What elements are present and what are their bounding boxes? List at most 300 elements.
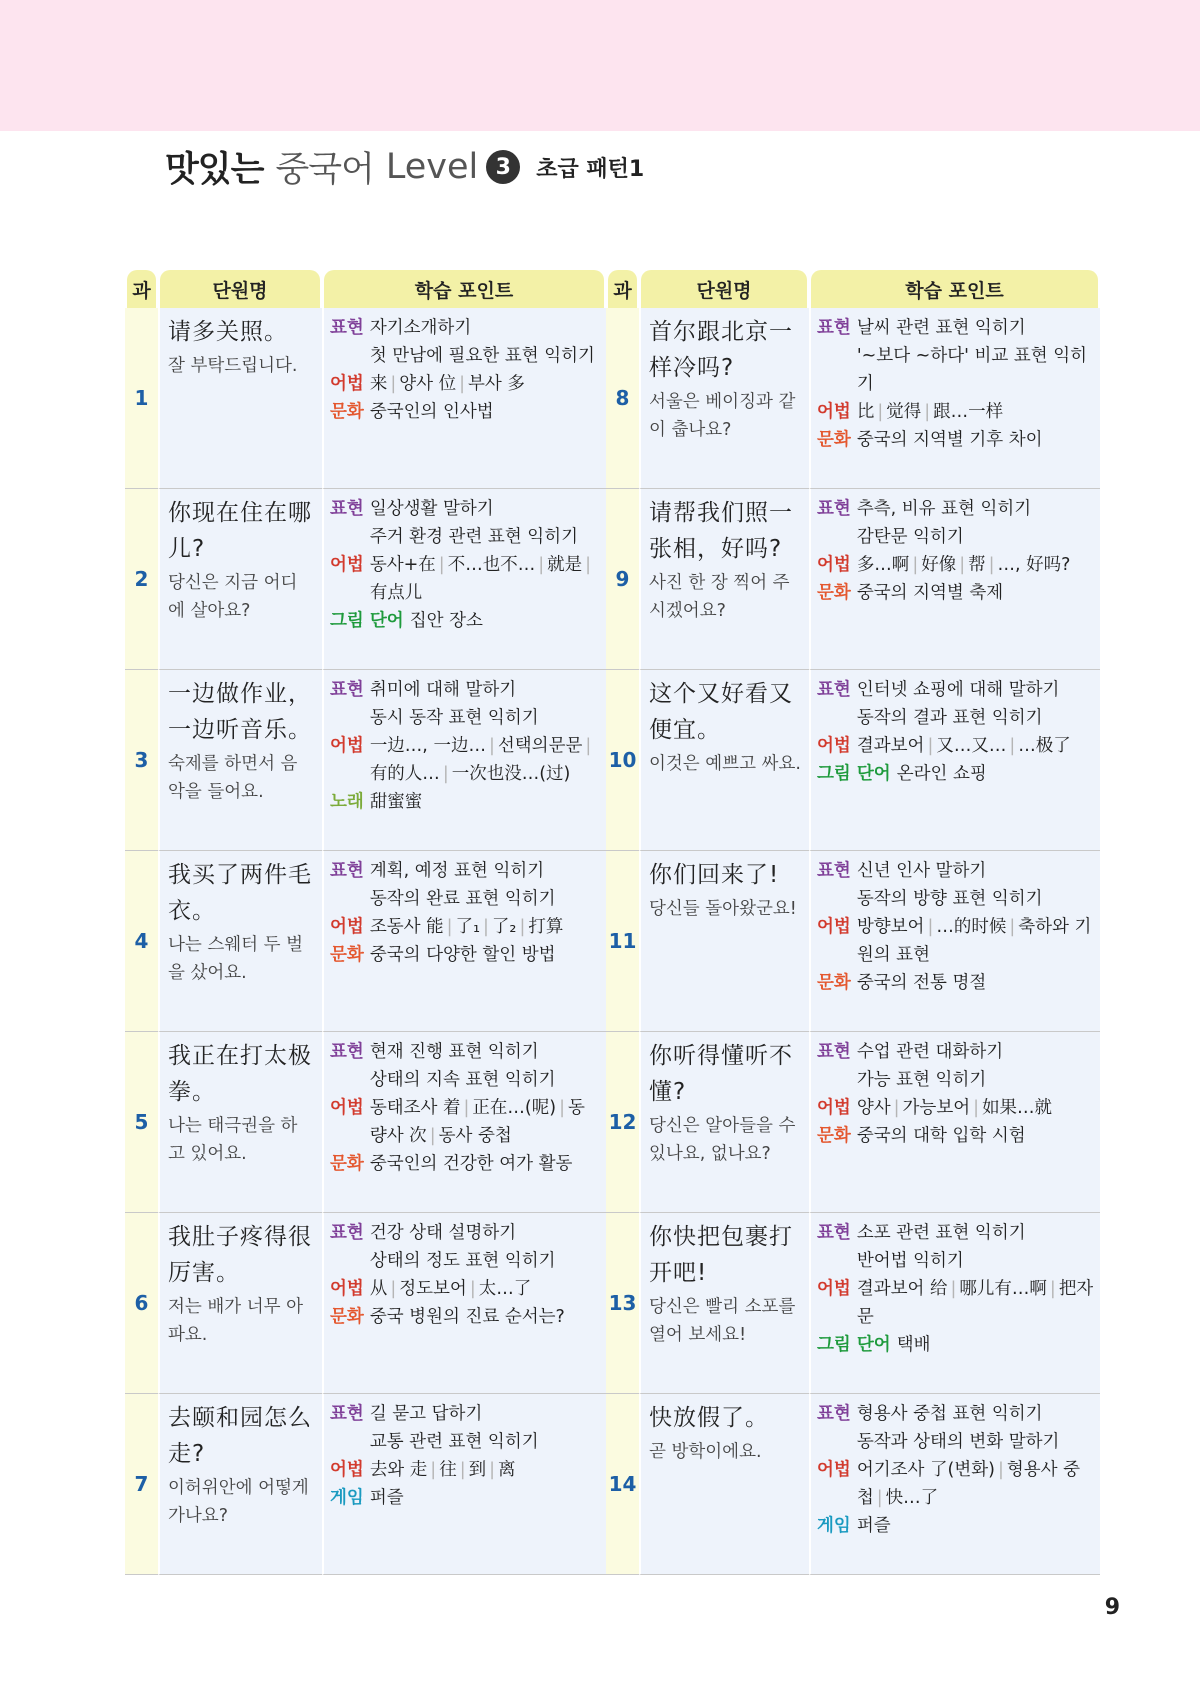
point-line: 신년 인사 말하기: [856, 861, 987, 881]
point-label: 그림 단어: [817, 764, 891, 784]
point-line: 길 묻고 답하기: [369, 1404, 483, 1424]
separator: |: [988, 555, 995, 575]
point-label: 어법: [330, 736, 364, 756]
learning-point: [330, 676, 600, 732]
learning-point: [330, 1038, 600, 1094]
point-label: 어법: [817, 1460, 851, 1480]
point-label: 표현: [817, 1042, 851, 1062]
separator: |: [585, 555, 592, 575]
separator: |: [1049, 1279, 1056, 1299]
separator: |: [390, 1279, 397, 1299]
lesson-title-korean: 이허위안에 어떻게 가나요?: [168, 1478, 309, 1526]
point-text: [857, 1400, 1094, 1456]
point-line: 상태의 지속 표현 익히기: [369, 1070, 556, 1090]
point-label: 문화: [817, 1126, 851, 1146]
point-label: 표현: [817, 680, 851, 700]
separator: |: [927, 736, 934, 756]
point-label: 어법: [330, 555, 364, 575]
point-label: 표현: [330, 680, 364, 700]
lesson-title-korean: 당신들 돌아왔군요!: [649, 899, 797, 919]
point-text: [897, 1331, 1094, 1359]
point-text: [857, 1456, 1094, 1512]
learning-point: [817, 760, 1094, 788]
separator: |: [950, 1279, 957, 1299]
learning-point: [817, 1331, 1094, 1359]
point-line: 동작의 결과 표현 익히기: [856, 708, 1043, 728]
point-line: 수업 관련 대화하기: [856, 1042, 1004, 1062]
separator: |: [538, 555, 545, 575]
point-text: [857, 1094, 1094, 1122]
level-number-badge: 3: [486, 150, 520, 184]
point-label: 표현: [817, 318, 851, 338]
learning-point: [817, 426, 1094, 454]
point-line: '~보다 ~하다' 비교 표현 익히기: [856, 346, 1088, 394]
learning-points-cell: [322, 489, 606, 670]
point-line: 比 | 觉得 | 跟…一样: [856, 402, 1004, 422]
point-line: 동작의 완료 표현 익히기: [369, 889, 556, 909]
lesson-title-korean: 숙제를 하면서 음악을 들어요.: [168, 754, 298, 802]
point-line: 从 | 정도보어 | 太…了: [369, 1279, 532, 1299]
learning-points-cell: [809, 1394, 1100, 1575]
point-text: [857, 676, 1094, 732]
lesson-title-cell: [639, 851, 809, 1032]
lesson-title-korean: 이것은 예쁘고 싸요.: [649, 754, 801, 774]
learning-point: [330, 1400, 600, 1456]
point-line: 건강 상태 설명하기: [369, 1223, 517, 1243]
lesson-title-cell: [158, 670, 322, 851]
learning-point: [817, 495, 1094, 551]
point-line: 소포 관련 표현 익히기: [856, 1223, 1026, 1243]
point-line: 중국 병원의 진료 순서는?: [369, 1307, 565, 1327]
point-text: [857, 551, 1094, 579]
learning-points-cell: [322, 308, 606, 489]
lesson-title-cell: [158, 1032, 322, 1213]
col-header-points-right: 학습 포인트: [811, 270, 1098, 308]
point-label: 어법: [330, 374, 364, 394]
learning-points-cell: [809, 308, 1100, 489]
point-text: [370, 941, 600, 969]
point-label: 문화: [817, 973, 851, 993]
point-text: [370, 1400, 600, 1456]
brand-bold: 맛있는: [165, 150, 264, 190]
point-label: 표현: [330, 1223, 364, 1243]
lesson-title-cell: [639, 1032, 809, 1213]
separator: |: [459, 1460, 466, 1480]
lesson-title-chinese: 请多关照。: [168, 319, 288, 345]
separator: |: [893, 1098, 900, 1118]
lesson-title-korean: 당신은 알아들을 수 있나요, 없나요?: [649, 1116, 796, 1164]
point-label: 어법: [330, 1098, 364, 1118]
point-label: 표현: [817, 1223, 851, 1243]
separator: |: [877, 402, 884, 422]
point-label: 표현: [330, 318, 364, 338]
learning-points-cell: [809, 1032, 1100, 1213]
point-label: 문화: [330, 945, 364, 965]
point-text: [857, 1038, 1094, 1094]
learning-point: [817, 1122, 1094, 1150]
separator: |: [463, 1098, 470, 1118]
point-text: [857, 1122, 1094, 1150]
col-header-unit-right: 단원명: [641, 270, 807, 308]
point-line: 중국의 전통 명절: [856, 973, 987, 993]
point-text: [370, 1484, 600, 1512]
point-label: 표현: [330, 1404, 364, 1424]
point-line: 조동사 能 | 了₁ | 了₂ | 打算: [369, 917, 564, 937]
lesson-number: 2: [125, 489, 158, 670]
learning-point: [330, 1275, 600, 1303]
learning-points-cell: [809, 670, 1100, 851]
learning-point: [330, 607, 600, 635]
lesson-number: 12: [606, 1032, 639, 1213]
lesson-title-cell: [158, 851, 322, 1032]
point-text: [370, 1150, 600, 1178]
point-line: 중국인의 인사법: [369, 402, 494, 422]
point-label: 어법: [817, 917, 851, 937]
lesson-title-chinese: 我买了两件毛衣。: [168, 862, 312, 924]
point-line: 동작의 방향 표현 익히기: [856, 889, 1043, 909]
learning-point: [817, 314, 1094, 398]
point-label: 표현: [817, 1404, 851, 1424]
learning-point: [330, 495, 600, 551]
point-label: 표현: [330, 1042, 364, 1062]
point-text: [370, 398, 600, 426]
lesson-title-chinese: 你现在住在哪儿?: [168, 500, 312, 562]
point-line: 집안 장소: [409, 611, 483, 631]
separator: |: [912, 555, 919, 575]
learning-point: [330, 551, 600, 607]
brand-light: 중국어: [275, 150, 374, 190]
point-label: 어법: [817, 1098, 851, 1118]
lesson-number: 11: [606, 851, 639, 1032]
learning-point: [330, 314, 600, 370]
point-line: 반어법 익히기: [856, 1251, 964, 1271]
point-line: 택배: [896, 1335, 931, 1355]
point-text: [857, 495, 1094, 551]
learning-point: [330, 370, 600, 398]
lesson-number: 13: [606, 1213, 639, 1394]
separator: |: [488, 736, 495, 756]
point-text: [370, 1219, 600, 1275]
point-text: [370, 1303, 600, 1331]
separator: |: [442, 764, 449, 784]
point-text: [370, 551, 600, 607]
lesson-title-cell: [158, 1394, 322, 1575]
separator: |: [559, 1098, 565, 1118]
learning-point: [330, 1219, 600, 1275]
lesson-number: 1: [125, 308, 158, 489]
learning-points-cell: [322, 670, 606, 851]
point-line: 동작과 상태의 변화 말하기: [856, 1432, 1060, 1452]
learning-point: [817, 1219, 1094, 1275]
learning-point: [330, 732, 600, 788]
lesson-title-chinese: 这个又好看又便宜。: [649, 681, 793, 743]
book-title: [165, 142, 644, 192]
lesson-number: 3: [125, 670, 158, 851]
point-line: 방향보어 | …的时候 | 축하와 기원의 표현: [856, 917, 1092, 965]
learning-point: [817, 1038, 1094, 1094]
col-header-lesson-right: 과: [608, 270, 637, 308]
point-label: 문화: [817, 430, 851, 450]
lesson-title-chinese: 快放假了。: [649, 1405, 769, 1431]
learning-point: [817, 1275, 1094, 1331]
separator: |: [927, 917, 934, 937]
point-line: 퍼즐: [369, 1488, 404, 1508]
lesson-title-korean: 사진 한 장 찍어 주시겠어요?: [649, 573, 790, 621]
lesson-title-cell: [639, 1394, 809, 1575]
curriculum-table: [125, 270, 1100, 1576]
separator: |: [997, 1460, 1004, 1480]
point-text: [410, 607, 600, 635]
point-text: [370, 676, 600, 732]
learning-point: [330, 941, 600, 969]
point-line: 중국의 대학 입학 시험: [856, 1126, 1026, 1146]
point-label: 어법: [817, 402, 851, 422]
point-line: 온라인 쇼핑: [896, 764, 987, 784]
lesson-title-korean: 당신은 빨리 소포를 열어 보세요!: [649, 1297, 796, 1345]
point-line: 중국의 지역별 기후 차이: [856, 430, 1043, 450]
point-line: 중국의 다양한 할인 방법: [369, 945, 556, 965]
lesson-number: 6: [125, 1213, 158, 1394]
point-line: 一边…, 一边… | 선택의문문 |有的人… | 一次也没…(过): [369, 736, 592, 784]
point-text: [370, 1275, 600, 1303]
learning-point: [817, 1512, 1094, 1540]
point-text: [370, 732, 600, 788]
lesson-title-cell: [639, 489, 809, 670]
point-label: 그림 단어: [330, 611, 404, 631]
point-line: 去와 走 | 往 | 到 | 离: [369, 1460, 516, 1480]
point-text: [857, 969, 1094, 997]
point-label: 문화: [330, 402, 364, 422]
lesson-title-korean: 나는 스웨터 두 벌을 샀어요.: [168, 935, 304, 983]
point-text: [857, 1219, 1094, 1275]
learning-point: [330, 1456, 600, 1484]
lesson-number: 14: [606, 1394, 639, 1575]
lesson-title-cell: [158, 489, 322, 670]
point-text: [370, 314, 600, 370]
point-text: [370, 495, 600, 551]
lesson-title-cell: [639, 670, 809, 851]
separator: |: [1009, 917, 1016, 937]
point-label: 문화: [330, 1154, 364, 1174]
separator: |: [469, 1279, 476, 1299]
point-line: 자기소개하기: [369, 318, 472, 338]
learning-points-cell: [809, 1213, 1100, 1394]
learning-point: [330, 398, 600, 426]
lesson-title-cell: [639, 1213, 809, 1394]
separator: |: [483, 917, 489, 937]
point-line: 감탄문 익히기: [856, 527, 964, 547]
learning-point: [817, 579, 1094, 607]
point-line: 퍼즐: [856, 1516, 891, 1536]
point-line: 동태조사 着 | 正在…(呢) | 동량사 次 | 동사 중첩: [369, 1098, 585, 1146]
point-text: [857, 857, 1094, 913]
learning-point: [817, 676, 1094, 732]
subtitle: 초급 패턴1: [536, 156, 645, 182]
point-line: 동사+在 | 不…也不… | 就是 |有点儿: [369, 555, 592, 603]
lesson-title-chinese: 我肚子疼得很厉害。: [168, 1224, 312, 1286]
learning-points-cell: [809, 851, 1100, 1032]
point-line: 날씨 관련 표현 익히기: [856, 318, 1026, 338]
learning-point: [330, 1150, 600, 1178]
learning-point: [330, 913, 600, 941]
level-word: Level: [385, 147, 479, 187]
learning-points-cell: [322, 1213, 606, 1394]
point-text: [857, 732, 1094, 760]
point-line: 甜蜜蜜: [369, 792, 423, 812]
point-text: [370, 1094, 600, 1150]
point-text: [897, 760, 1094, 788]
lesson-number: 10: [606, 670, 639, 851]
point-line: 상태의 정도 표현 익히기: [369, 1251, 556, 1271]
lesson-title-chinese: 一边做作业，一边听音乐。: [168, 681, 312, 743]
point-line: 중국인의 건강한 여가 활동: [369, 1154, 573, 1174]
lesson-title-chinese: 首尔跟北京一样冷吗?: [649, 319, 793, 381]
separator: |: [430, 1460, 437, 1480]
top-pink-band: [0, 0, 1200, 131]
lesson-title-chinese: 去颐和园怎么走?: [168, 1405, 312, 1467]
separator: |: [429, 1126, 436, 1146]
lesson-title-chinese: 你快把包裹打开吧!: [649, 1224, 793, 1286]
lesson-number: 5: [125, 1032, 158, 1213]
point-label: 어법: [817, 736, 851, 756]
point-line: 첫 만남에 필요한 표현 익히기: [369, 346, 595, 366]
point-text: [370, 1456, 600, 1484]
col-header-unit-left: 단원명: [160, 270, 320, 308]
point-text: [857, 426, 1094, 454]
learning-point: [817, 913, 1094, 969]
col-header-lesson-left: 과: [127, 270, 156, 308]
point-text: [857, 1275, 1094, 1331]
lesson-number: 8: [606, 308, 639, 489]
point-line: 중국의 지역별 축제: [856, 583, 1004, 603]
learning-point: [817, 551, 1094, 579]
learning-point: [817, 1400, 1094, 1456]
separator: |: [519, 917, 526, 937]
point-label: 어법: [817, 1279, 851, 1299]
learning-points-cell: [322, 1032, 606, 1213]
separator: |: [390, 374, 397, 394]
point-label: 표현: [817, 499, 851, 519]
col-header-points-left: 학습 포인트: [324, 270, 604, 308]
point-text: [370, 1038, 600, 1094]
learning-points-cell: [322, 1394, 606, 1575]
separator: |: [585, 736, 592, 756]
separator: |: [489, 1460, 495, 1480]
point-line: 취미에 대해 말하기: [369, 680, 517, 700]
point-label: 어법: [330, 917, 364, 937]
point-line: 교통 관련 표현 익히기: [369, 1432, 539, 1452]
point-line: 계획, 예정 표현 익히기: [369, 861, 545, 881]
learning-point: [817, 732, 1094, 760]
point-text: [370, 370, 600, 398]
point-line: 양사 | 가능보어 | 如果…就: [856, 1098, 1053, 1118]
point-text: [370, 788, 600, 816]
point-line: 결과보어 给 | 哪儿有…啊 | 把자문: [856, 1279, 1094, 1327]
separator: |: [438, 555, 445, 575]
separator: |: [446, 917, 453, 937]
point-label: 그림 단어: [817, 1335, 891, 1355]
point-line: 형용사 중첩 표현 익히기: [856, 1404, 1043, 1424]
point-text: [370, 913, 600, 941]
lesson-title-korean: 서울은 베이징과 같이 춥나요?: [649, 392, 796, 440]
separator: |: [973, 1098, 980, 1118]
point-label: 표현: [330, 861, 364, 881]
point-line: 동시 동작 표현 익히기: [369, 708, 539, 728]
learning-point: [330, 1094, 600, 1150]
separator: |: [959, 555, 966, 575]
point-line: 어기조사 了(변화) | 형용사 중첩 | 快…了: [856, 1460, 1081, 1508]
point-line: 일상생활 말하기: [369, 499, 494, 519]
point-text: [857, 913, 1094, 969]
lesson-title-chinese: 请帮我们照一张相，好吗?: [649, 500, 793, 562]
lesson-title-chinese: 我正在打太极拳。: [168, 1043, 312, 1105]
lesson-title-chinese: 你们回来了!: [649, 862, 780, 888]
lesson-title-chinese: 你听得懂听不懂?: [649, 1043, 793, 1105]
separator: |: [924, 402, 931, 422]
lesson-title-korean: 저는 배가 너무 아파요.: [168, 1297, 304, 1345]
point-label: 표현: [330, 499, 364, 519]
learning-point: [330, 1484, 600, 1512]
point-label: 어법: [330, 1279, 364, 1299]
learning-point: [330, 1303, 600, 1331]
point-text: [857, 1512, 1094, 1540]
lesson-title-korean: 당신은 지금 어디에 살아요?: [168, 573, 298, 621]
point-text: [857, 398, 1094, 426]
learning-points-cell: [809, 489, 1100, 670]
separator: |: [459, 374, 465, 394]
lesson-number: 7: [125, 1394, 158, 1575]
lesson-title-cell: [639, 308, 809, 489]
point-label: 표현: [817, 861, 851, 881]
point-label: 게임: [817, 1516, 851, 1536]
learning-point: [330, 788, 600, 816]
learning-point: [817, 969, 1094, 997]
learning-point: [817, 1456, 1094, 1512]
lesson-title-cell: [158, 308, 322, 489]
lesson-title-korean: 잘 부탁드립니다.: [168, 356, 298, 376]
lesson-number: 4: [125, 851, 158, 1032]
lesson-title-korean: 곧 방학이에요.: [649, 1442, 762, 1462]
page-number: 9: [1104, 1595, 1120, 1620]
separator: |: [876, 1488, 883, 1508]
separator: |: [1009, 736, 1016, 756]
learning-point: [330, 857, 600, 913]
point-line: 추측, 비유 표현 익히기: [856, 499, 1032, 519]
learning-points-cell: [322, 851, 606, 1032]
point-line: 来 | 양사 位 | 부사 多: [369, 374, 525, 394]
point-label: 어법: [817, 555, 851, 575]
lesson-title-cell: [158, 1213, 322, 1394]
point-line: 주거 환경 관련 표현 익히기: [369, 527, 579, 547]
point-label: 문화: [330, 1307, 364, 1327]
point-line: 인터넷 쇼핑에 대해 말하기: [856, 680, 1060, 700]
point-label: 게임: [330, 1488, 364, 1508]
learning-point: [817, 398, 1094, 426]
point-text: [857, 314, 1094, 398]
point-text: [857, 579, 1094, 607]
learning-point: [817, 857, 1094, 913]
point-line: 多…啊 | 好像 | 帮 | …, 好吗?: [856, 555, 1071, 575]
learning-point: [817, 1094, 1094, 1122]
point-line: 현재 진행 표현 익히기: [369, 1042, 539, 1062]
point-line: 결과보어 | 又…又… | …极了: [856, 736, 1071, 756]
point-text: [370, 857, 600, 913]
point-line: 가능 표현 익히기: [856, 1070, 987, 1090]
point-label: 문화: [817, 583, 851, 603]
point-label: 노래: [330, 792, 364, 812]
lesson-title-korean: 나는 태극권을 하고 있어요.: [168, 1116, 298, 1164]
point-label: 어법: [330, 1460, 364, 1480]
